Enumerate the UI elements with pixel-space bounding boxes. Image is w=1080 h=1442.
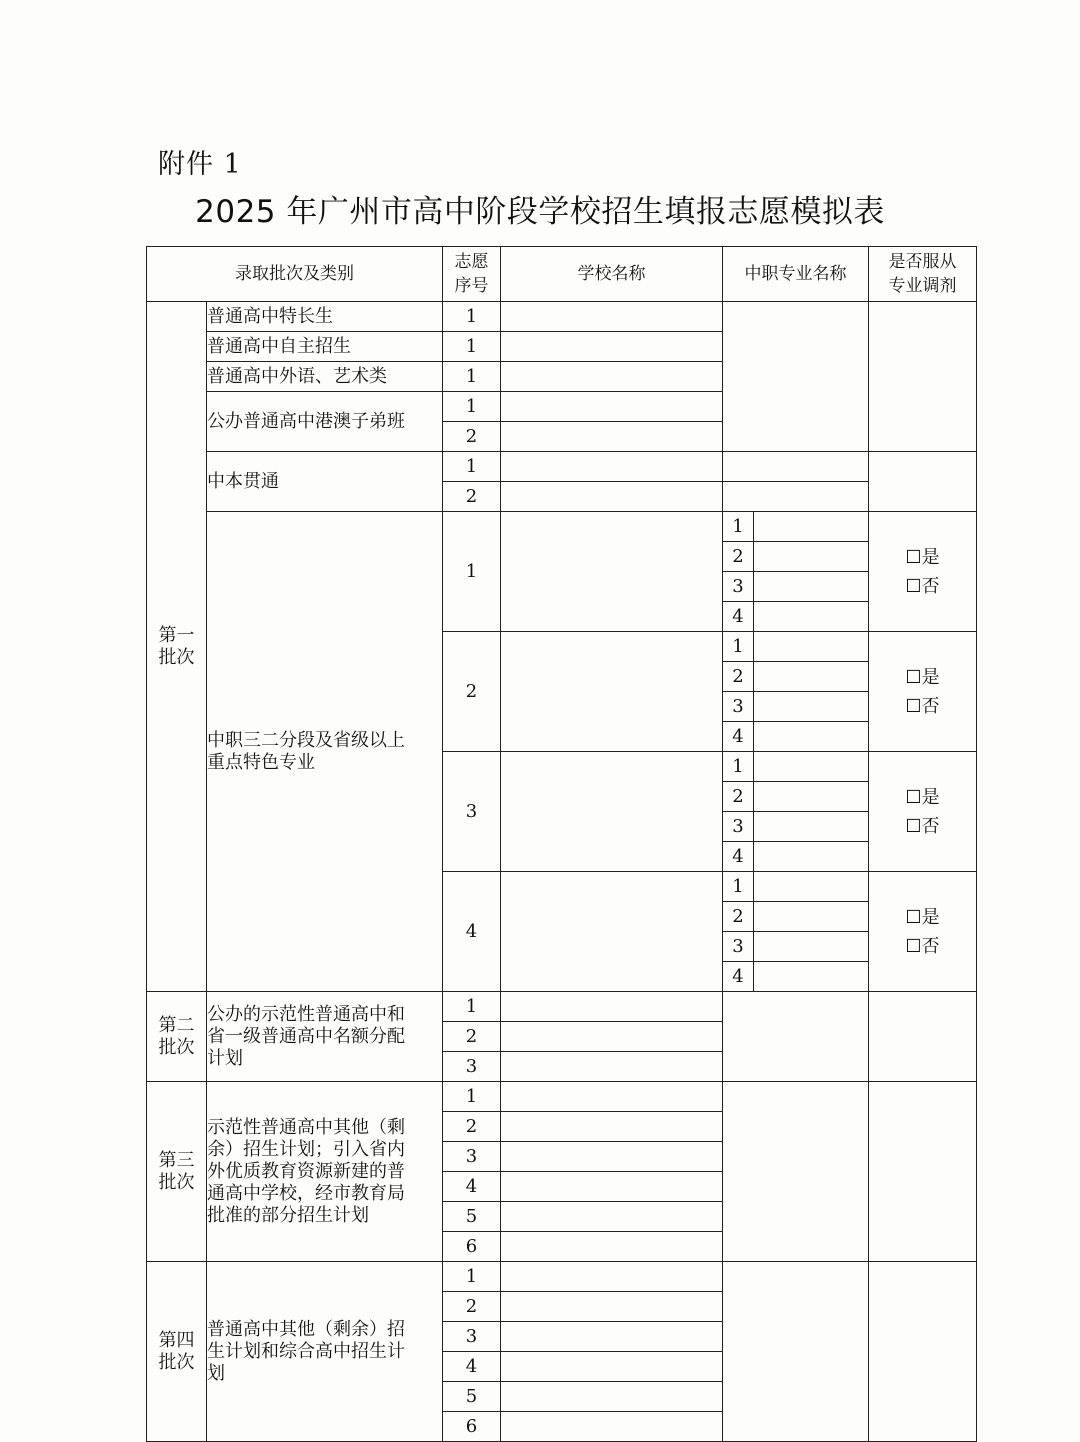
major-name-input[interactable] xyxy=(754,662,869,692)
adjust-no-checkbox[interactable]: ☐否 xyxy=(905,935,940,957)
major-number: 4 xyxy=(723,842,754,872)
table-row xyxy=(147,512,977,542)
category-three-two: 中职三二分段及省级以上 重点特色专业 xyxy=(207,512,443,992)
choice-number: 3 xyxy=(443,752,501,872)
choice-number: 1 xyxy=(443,512,501,632)
major-name-input[interactable] xyxy=(723,452,869,482)
school-name-input[interactable] xyxy=(501,1382,723,1412)
table-row xyxy=(147,992,977,1022)
choice-number: 4 xyxy=(443,1352,501,1382)
major-number: 3 xyxy=(723,692,754,722)
major-name-input[interactable] xyxy=(754,812,869,842)
school-name-input[interactable] xyxy=(501,1052,723,1082)
batch-third-label: 第三 批次 xyxy=(147,1082,207,1262)
major-name-input[interactable] xyxy=(754,782,869,812)
school-name-input[interactable] xyxy=(501,872,723,992)
choice-number: 1 xyxy=(443,302,501,332)
category-self-enroll: 普通高中自主招生 xyxy=(207,332,443,362)
category-second-batch: 公办的示范性普通高中和 省一级普通高中名额分配 计划 xyxy=(207,992,443,1082)
adjust-choice[interactable] xyxy=(869,632,977,752)
batch-second-label: 第二 批次 xyxy=(147,992,207,1082)
school-name-input[interactable] xyxy=(501,422,723,452)
major-name-input[interactable] xyxy=(754,752,869,782)
adjust-yes-checkbox[interactable]: ☐是 xyxy=(905,906,940,928)
major-number: 1 xyxy=(723,752,754,782)
category-third-batch: 示范性普通高中其他（剩 余）招生计划；引入省内 外优质教育资源新建的普 通高中学校，经市教育局 批准的部分招生计划 xyxy=(207,1082,443,1262)
choice-number: 2 xyxy=(443,482,501,512)
major-number: 1 xyxy=(723,512,754,542)
school-name-input[interactable] xyxy=(501,452,723,482)
major-number: 2 xyxy=(723,782,754,812)
major-name-input[interactable] xyxy=(754,632,869,662)
major-number: 2 xyxy=(723,662,754,692)
major-number: 4 xyxy=(723,602,754,632)
school-name-input[interactable] xyxy=(501,1412,723,1442)
major-name-input[interactable] xyxy=(754,512,869,542)
adjust-choice[interactable] xyxy=(869,752,977,872)
school-name-input[interactable] xyxy=(501,1142,723,1172)
choice-number: 4 xyxy=(443,1172,501,1202)
batch-first-label: 第一 批次 xyxy=(147,302,207,992)
category-foreign-lang-art: 普通高中外语、艺术类 xyxy=(207,362,443,392)
major-name-input[interactable] xyxy=(754,692,869,722)
school-name-input[interactable] xyxy=(501,302,723,332)
school-name-input[interactable] xyxy=(501,1172,723,1202)
major-name-input[interactable] xyxy=(754,902,869,932)
choice-number: 1 xyxy=(443,992,501,1022)
adjust-no-checkbox[interactable]: ☐否 xyxy=(905,815,940,837)
major-blank xyxy=(723,1082,869,1262)
major-number: 2 xyxy=(723,902,754,932)
batch-fourth-label: 第四 批次 xyxy=(147,1262,207,1442)
adjust-yes-checkbox[interactable]: ☐是 xyxy=(905,546,940,568)
table-row xyxy=(147,1262,977,1292)
choice-number: 1 xyxy=(443,1082,501,1112)
school-name-input[interactable] xyxy=(501,1082,723,1112)
school-name-input[interactable] xyxy=(501,632,723,752)
major-number: 4 xyxy=(723,962,754,992)
choice-number: 2 xyxy=(443,1022,501,1052)
choice-number: 3 xyxy=(443,1142,501,1172)
choice-number: 6 xyxy=(443,1232,501,1262)
major-name-input[interactable] xyxy=(754,542,869,572)
adjust-no-checkbox[interactable]: ☐否 xyxy=(905,695,940,717)
school-name-input[interactable] xyxy=(501,512,723,632)
major-number: 3 xyxy=(723,812,754,842)
adjust-choice[interactable] xyxy=(869,512,977,632)
school-name-input[interactable] xyxy=(501,332,723,362)
major-number: 1 xyxy=(723,872,754,902)
choice-number: 1 xyxy=(443,1262,501,1292)
choice-number: 1 xyxy=(443,392,501,422)
table-row xyxy=(147,452,977,482)
choice-number: 3 xyxy=(443,1052,501,1082)
major-number: 1 xyxy=(723,632,754,662)
school-name-input[interactable] xyxy=(501,1022,723,1052)
choice-number: 4 xyxy=(443,872,501,992)
adjust-blank xyxy=(869,1262,977,1442)
table-header-row xyxy=(147,247,977,302)
major-blank xyxy=(723,992,869,1082)
school-name-input[interactable] xyxy=(501,392,723,422)
choice-number: 1 xyxy=(443,332,501,362)
major-number: 2 xyxy=(723,542,754,572)
choice-number: 2 xyxy=(443,1292,501,1322)
category-hk-macau: 公办普通高中港澳子弟班 xyxy=(207,392,443,452)
major-number: 3 xyxy=(723,572,754,602)
adjust-blank xyxy=(869,1082,977,1262)
school-name-input[interactable] xyxy=(501,752,723,872)
header-major-name: 中职专业名称 xyxy=(723,247,869,302)
school-name-input[interactable] xyxy=(501,1202,723,1232)
major-name-input[interactable] xyxy=(754,572,869,602)
choice-number: 1 xyxy=(443,452,501,482)
school-name-input[interactable] xyxy=(501,1292,723,1322)
school-name-input[interactable] xyxy=(501,1112,723,1142)
attachment-label: 附件 1 xyxy=(158,149,242,180)
school-name-input[interactable] xyxy=(501,362,723,392)
adjust-blank xyxy=(869,302,977,452)
major-number: 3 xyxy=(723,932,754,962)
choice-number: 5 xyxy=(443,1382,501,1412)
major-name-input[interactable] xyxy=(754,602,869,632)
school-name-input[interactable] xyxy=(501,1262,723,1292)
major-blank xyxy=(723,302,869,452)
header-adjust: 是否服从 专业调剂 xyxy=(869,247,977,302)
major-name-input[interactable] xyxy=(754,722,869,752)
choice-number: 2 xyxy=(443,1112,501,1142)
choice-number: 2 xyxy=(443,632,501,752)
school-name-input[interactable] xyxy=(501,1352,723,1382)
major-name-input[interactable] xyxy=(754,962,869,992)
adjust-no-checkbox[interactable]: ☐否 xyxy=(905,575,940,597)
adjust-blank xyxy=(869,452,977,512)
school-name-input[interactable] xyxy=(501,992,723,1022)
choice-number: 5 xyxy=(443,1202,501,1232)
major-number: 4 xyxy=(723,722,754,752)
header-choice-no: 志愿 序号 xyxy=(443,247,501,302)
school-name-input[interactable] xyxy=(501,1232,723,1262)
adjust-choice[interactable] xyxy=(869,872,977,992)
adjust-yes-checkbox[interactable]: ☐是 xyxy=(905,666,940,688)
choice-number: 1 xyxy=(443,362,501,392)
choice-number: 6 xyxy=(443,1412,501,1442)
table-row xyxy=(147,302,977,332)
school-name-input[interactable] xyxy=(501,1322,723,1352)
major-name-input[interactable] xyxy=(723,482,869,512)
choice-number: 3 xyxy=(443,1322,501,1352)
header-batch-category: 录取批次及类别 xyxy=(147,247,443,302)
major-name-input[interactable] xyxy=(754,932,869,962)
adjust-blank xyxy=(869,992,977,1082)
header-school-name: 学校名称 xyxy=(501,247,723,302)
school-name-input[interactable] xyxy=(501,482,723,512)
major-blank xyxy=(723,1262,869,1442)
major-name-input[interactable] xyxy=(754,872,869,902)
category-zhongben: 中本贯通 xyxy=(207,452,443,512)
choice-number: 2 xyxy=(443,422,501,452)
table-row xyxy=(147,1082,977,1112)
page-title: 2025 年广州市高中阶段学校招生填报志愿模拟表 xyxy=(195,194,885,230)
category-special-talent: 普通高中特长生 xyxy=(207,302,443,332)
category-fourth-batch: 普通高中其他（剩余）招 生计划和综合高中招生计 划 xyxy=(207,1262,443,1442)
major-name-input[interactable] xyxy=(754,842,869,872)
adjust-yes-checkbox[interactable]: ☐是 xyxy=(905,786,940,808)
application-form-table xyxy=(146,246,977,1442)
